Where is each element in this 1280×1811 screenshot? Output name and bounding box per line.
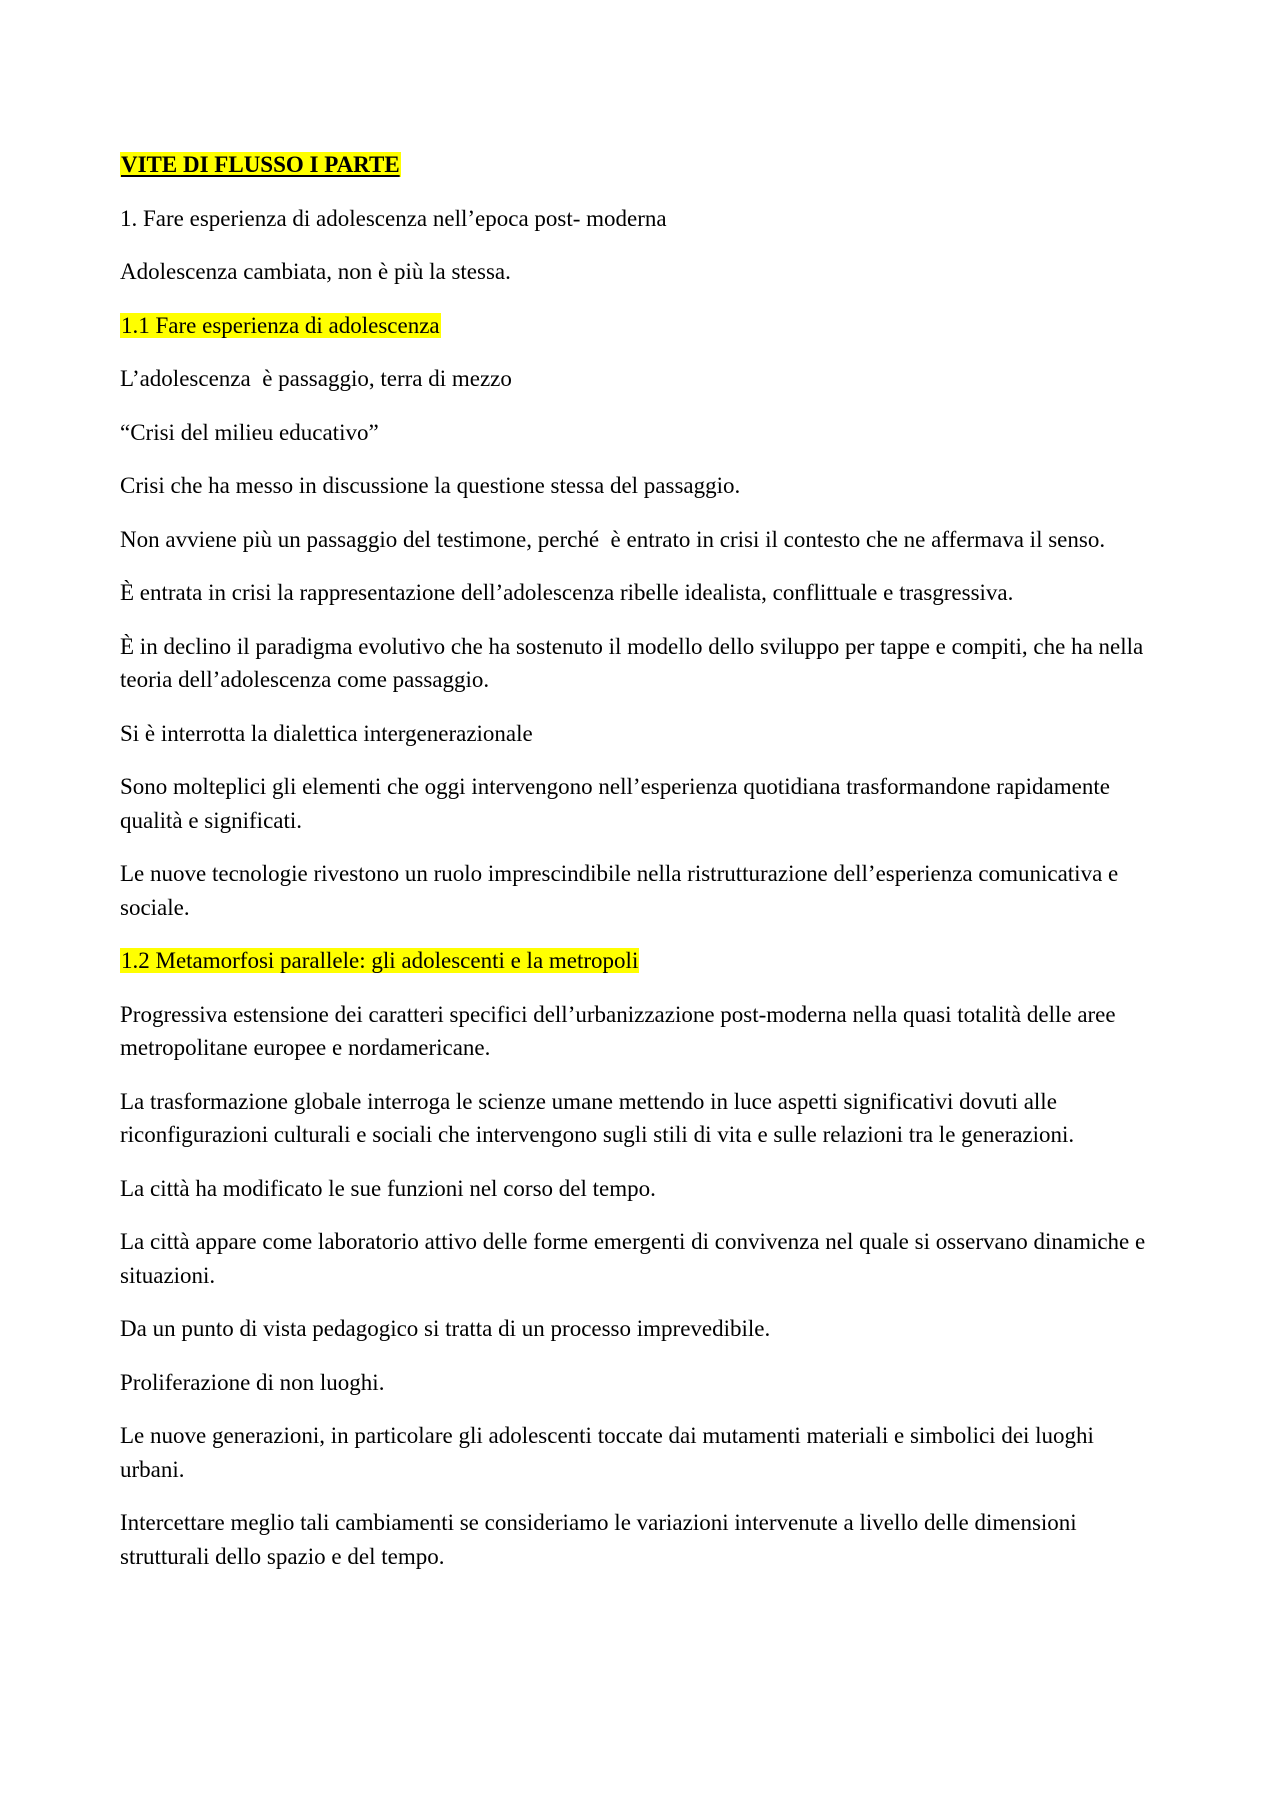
section-heading-1-1: 1.1 Fare esperienza di adolescenza [121, 312, 440, 338]
paragraph-2: Adolescenza cambiata, non è più la stessa. [120, 259, 511, 284]
paragraph-9: Si è interrotta la dialettica intergenerazionale [120, 720, 533, 746]
document-title-line [120, 148, 1160, 182]
document-body [120, 148, 1160, 1593]
paragraph-13: La trasformazione globale interroga le scienze umane mettendo in luce aspetti significativi dovuti alle riconfigurazioni culturali e sociali che intervengono sugli stili di vita e sulle relazioni tra le generazioni. [120, 1088, 1075, 1147]
paragraph-8: È in declino il paradigma evolutivo che ha sostenuto il modello dello sviluppo per tappe e compiti, che ha nella teoria dell’adolescenza come passaggio. [120, 633, 1149, 692]
paragraph-16: Da un punto di vista pedagogico si tratta di un processo imprevedibile. [120, 1316, 771, 1341]
paragraph-12: Progressiva estensione dei caratteri specifici dell’urbanizzazione post-moderna nella quasi totalità delle aree metropolitane europee e nordamericane. [120, 1001, 1122, 1060]
paragraph-19: Intercettare meglio tali cambiamenti se consideriamo le variazioni intervenute a livello delle dimensioni strutturali dello spazio e del tempo. [120, 1510, 1083, 1569]
section-heading-1-2: 1.2 Metamorfosi parallele: gli adolescenti e la metropoli [121, 948, 639, 973]
paragraph-5: Crisi che ha messo in discussione la questione stessa del passaggio. [120, 473, 741, 498]
paragraph-15: La città appare come laboratorio attivo delle forme emergenti di convivenza nel quale si osservano dinamiche e situazioni. [120, 1229, 1151, 1288]
paragraph-14: La città ha modificato le sue funzioni nel corso del tempo. [120, 1175, 656, 1201]
paragraph-3: L’adolescenza è passaggio, terra di mezzo [120, 366, 512, 391]
paragraph-10: Sono molteplici gli elementi che oggi intervengono nell’esperienza quotidiana trasformandone rapidamente qualità e significati. [120, 774, 1116, 833]
paragraph-6: Non avviene più un passaggio del testimone, perché è entrato in crisi il contesto che ne affermava il senso. [120, 526, 1106, 552]
paragraph-7: È entrata in crisi la rappresentazione dell’adolescenza ribelle idealista, conflittuale e trasgressiva. [120, 580, 1014, 605]
paragraph-17: Proliferazione di non luoghi. [120, 1369, 385, 1395]
paragraph-1: 1. Fare esperienza di adolescenza nell’epoca post- moderna [120, 205, 667, 231]
paragraph-18: Le nuove generazioni, in particolare gli adolescenti toccate dai mutamenti materiali e simbolici dei luoghi urbani. [120, 1423, 1100, 1482]
document-title: VITE DI FLUSSO I PARTE [121, 152, 400, 177]
section-heading-1-2-line [120, 944, 1160, 978]
paragraph-4: “Crisi del milieu educativo” [120, 419, 379, 445]
paragraph-11: Le nuove tecnologie rivestono un ruolo imprescindibile nella ristrutturazione dell’esperienza comunicativa e sociale. [120, 861, 1124, 920]
section-heading-1-1-line [120, 309, 1160, 343]
